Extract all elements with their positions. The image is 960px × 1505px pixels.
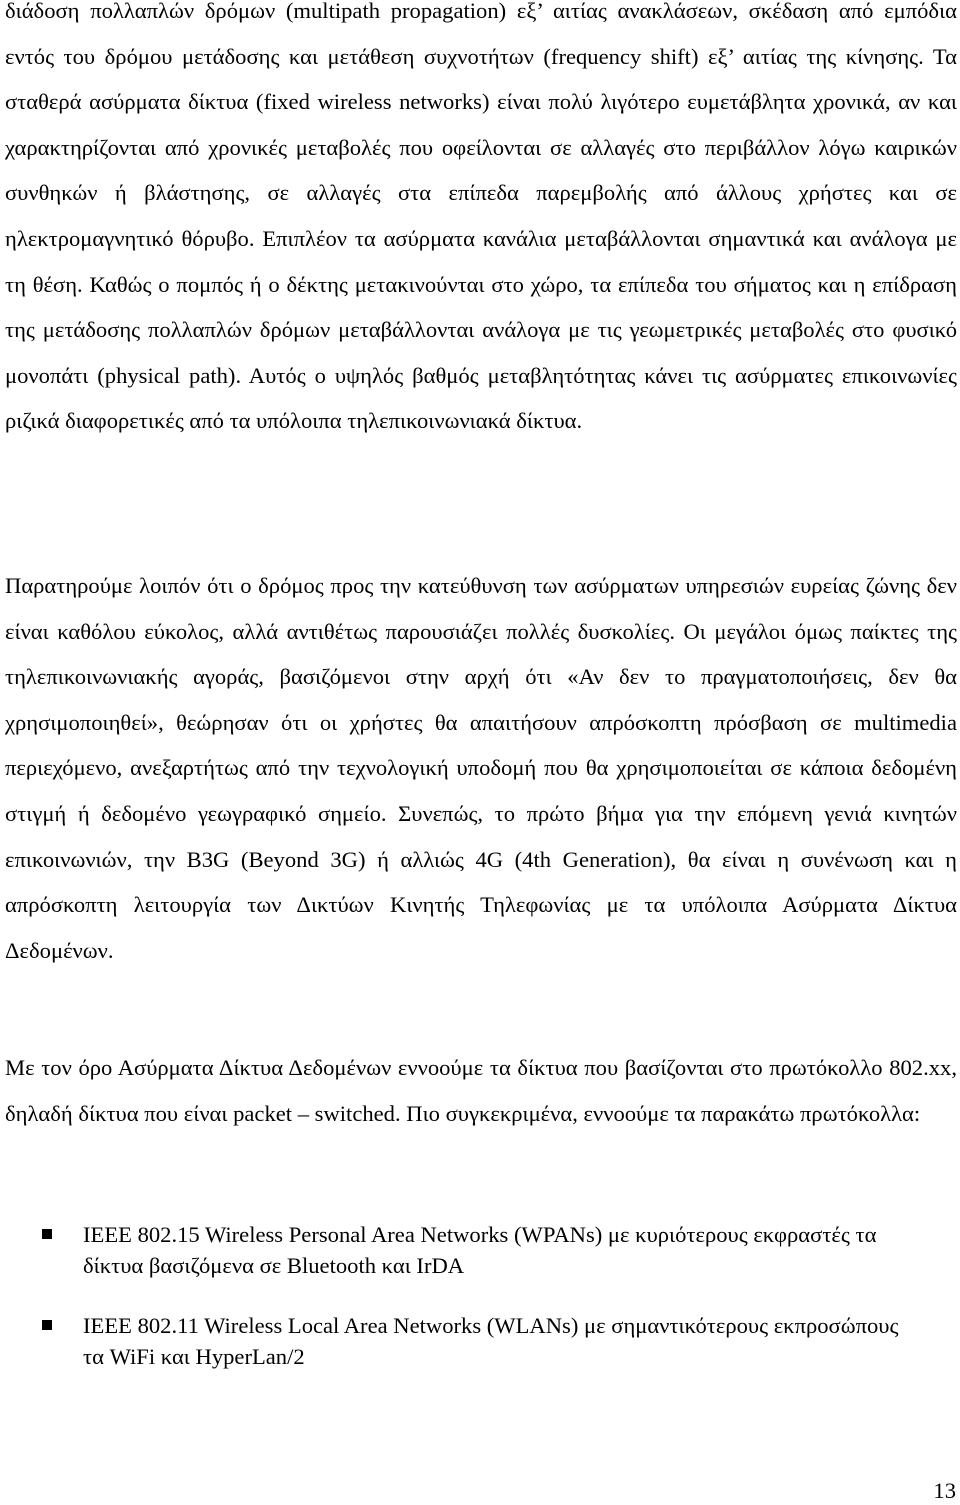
list-item — [83, 1219, 913, 1281]
paragraph-broadband-wireless-path: Παρατηρούμε λοιπόν ότι ο δρόμος προς την κατεύθυνση των ασύρματων υπηρεσιών ευρείας ζώνης δεν είναι καθόλου εύκολος, αλλά αντιθέτως παρουσιάζει πολλές δυσκολίες. Οι μεγάλοι όμως παίκτες της τηλεπικοινωνιακής αγοράς, βασιζόμενοι στην αρχή ότι «Αν δεν το πραγματοποιήσεις, δεν θα χρησιμοποιηθεί», θεώρησαν ότι οι χρήστες θα απαιτήσουν απρόσκοπτη πρόσβαση σε multimedia περιεχόμενο, ανεξαρτήτως από την τεχνολογική υποδομή που θα χρησιμοποιείται σε κάποια δεδομένη στιγμή ή δεδομένο γεωγραφικό σημείο. Συνεπώς, το πρώτο βήμα για την επόμενη γενιά κινητών επικοινωνιών, την B3G (Beyond 3G) ή αλλιώς 4G (4th Generation), θα είναι η συνένωση και η απρόσκοπτη λειτουργία των Δικτύων Κινητής Τηλεφωνίας με τα υπόλοιπα Ασύρματα Δίκτυα Δεδομένων. — [5, 573, 957, 963]
paragraph-wireless-channel-variability: διάδοση πολλαπλών δρόμων (multipath propagation) εξ’ αιτίας ανακλάσεων, σκέδαση από εμπόδια εντός του δρόμου μετάδοσης και μετάθεση συχνοτήτων (frequency shift) εξ’ αιτίας της κίνησης. Τα σταθερά ασύρματα δίκτυα (fixed wireless networks) είναι πολύ λιγότερο ευμετάβλητα χρονικά, αν και χαρακτηρίζονται από χρονικές μεταβολές που οφείλονται σε αλλαγές στο περιβάλλον λόγω καιρικών συνθηκών ή βλάστησης, σε αλλαγές στα επίπεδα παρεμβολής από άλλους χρήστες και σε ηλεκτρομαγνητικό θόρυβο. Επιπλέον τα ασύρματα κανάλια μεταβάλλονται σημαντικά και ανάλογα με τη θέση. Καθώς ο πομπός ή ο δέκτης μετακινούνται στο χώρο, τα επίπεδα του σήματος και η επίδραση της μετάδοσης πολλαπλών δρόμων μεταβάλλονται ανάλογα με τις γεωμετρικές μεταβολές στο φυσικό μονοπάτι (physical path). Αυτός ο υψηλός βαθμός μεταβλητότητας κάνει τις ασύρματες επικοινωνίες ριζικά διαφορετικές από τα υπόλοιπα τηλεπικοινωνιακά δίκτυα. — [5, 0, 957, 434]
list-item-text: IEEE 802.15 Wireless Personal Area Networks (WPANs) με κυριότερους εκφραστές τα δίκτυα βασιζόμενα σε Bluetooth και IrDA — [83, 1222, 877, 1278]
page-number: 13 — [933, 1478, 956, 1503]
square-bullet-icon — [42, 1229, 52, 1239]
square-bullet-icon — [42, 1320, 52, 1330]
paragraph-wireless-data-networks: Με τον όρο Ασύρματα Δίκτυα Δεδομένων εννοούμε τα δίκτυα που βασίζονται στο πρωτόκολλο 802.xx, δηλαδή δίκτυα που είναι packet – switched. Πιο συγκεκριμένα, εννοούμε τα παρακάτω πρωτόκολλα: — [5, 1055, 957, 1126]
list-item — [83, 1310, 913, 1372]
list-item-text: IEEE 802.11 Wireless Local Area Networks (WLANs) με σημαντικότερους εκπροσώπους τα WiFi και HyperLan/2 — [83, 1313, 899, 1369]
